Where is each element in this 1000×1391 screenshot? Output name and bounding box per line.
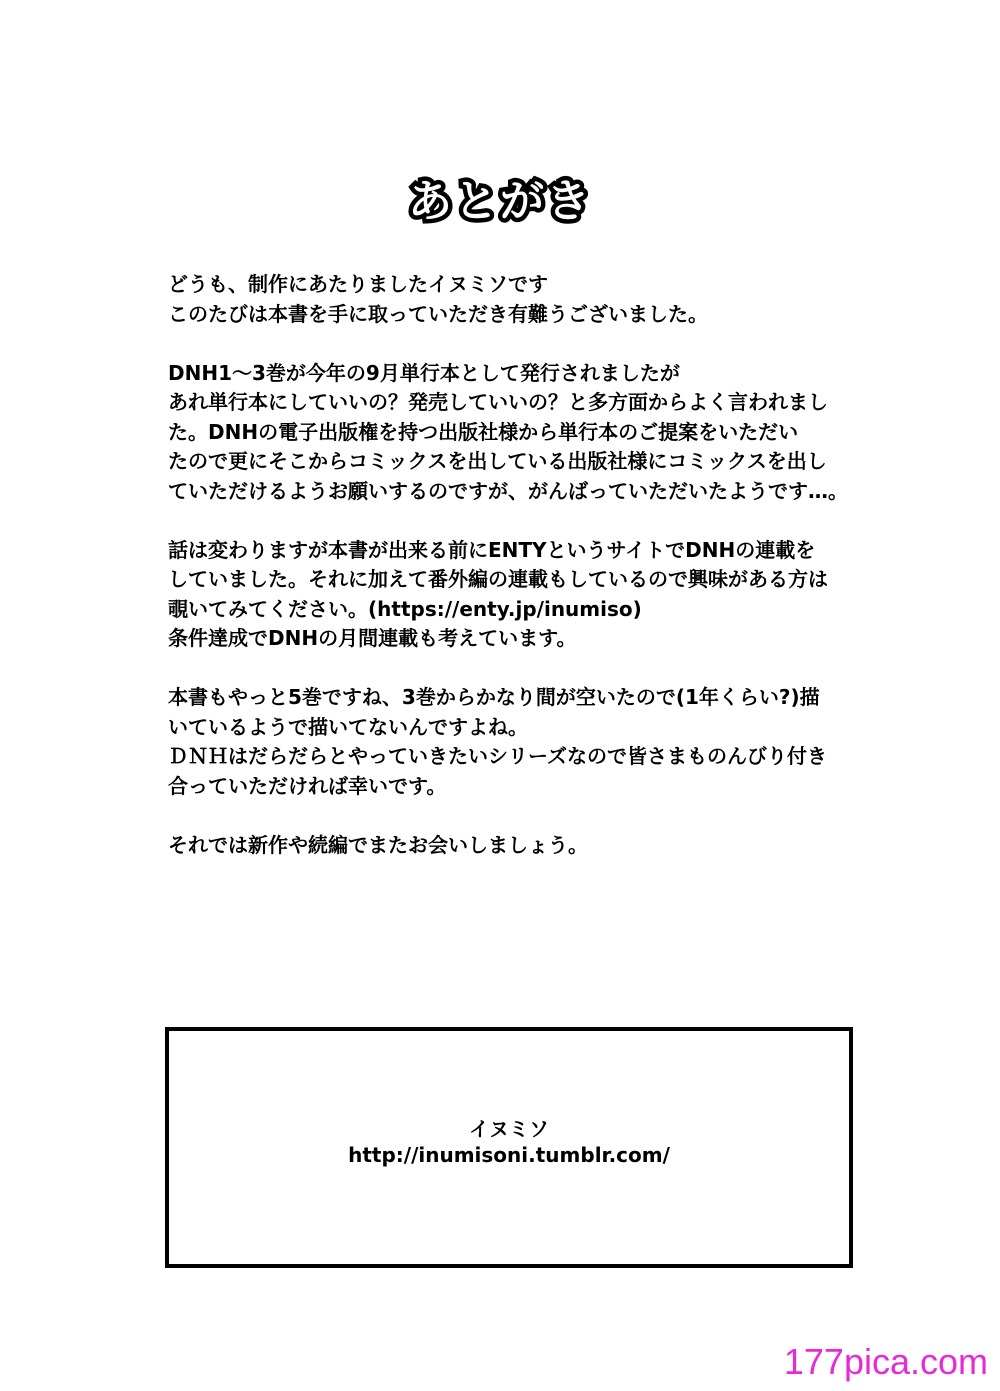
text-line: それでは新作や続編でまたお会いしましょう。 bbox=[168, 832, 588, 857]
text-line: していました。それに加えて番外編の連載もしているので興味がある方は bbox=[168, 567, 828, 591]
author-url: http://inumisoni.tumblr.com/ bbox=[348, 1143, 670, 1167]
author-info-box bbox=[165, 1027, 853, 1268]
text-line: このたびは本書を手に取っていただき有難うございました。 bbox=[168, 301, 708, 326]
text-line: ていただけるようお願いするのですが、がんばっていただいたようです…。 bbox=[168, 478, 848, 503]
text-line: どうも、制作にあたりましたイヌミソです bbox=[168, 272, 548, 296]
text-line: た。DNHの電子出版権を持つ出版社様から単行本のご提案をいただい bbox=[168, 419, 799, 444]
text-line: 合っていただければ幸いです。 bbox=[168, 773, 447, 798]
author-name: イヌミソ bbox=[469, 1117, 549, 1141]
page-title: あとがき bbox=[408, 176, 592, 227]
paragraph-greeting bbox=[168, 270, 858, 329]
paragraph-serialization bbox=[168, 536, 858, 654]
text-line: ＤＮＨはだらだらとやっていきたいシリーズなので皆さまものんびり付き bbox=[168, 744, 827, 768]
text-line: 条件達成でDNHの月間連載も考えています。 bbox=[168, 626, 577, 650]
paragraph-closing bbox=[168, 831, 858, 861]
watermark: 177pica.com bbox=[783, 1341, 988, 1382]
text-line: 話は変わりますが本書が出来る前にENTYというサイトでDNHの連載を bbox=[168, 537, 816, 562]
text-line: DNH1～3巻が今年の9月単行本として発行されましたが bbox=[168, 360, 680, 385]
afterword-body bbox=[168, 270, 858, 890]
text-line: たので更にそこからコミックスを出している出版社様にコミックスを出し bbox=[168, 449, 827, 473]
paragraph-volume bbox=[168, 683, 858, 801]
text-line: 本書もやっと5巻ですね、3巻からかなり間が空いたので(1年くらい?)描 bbox=[168, 685, 820, 709]
text-line: いているようで描いてないんですよね。 bbox=[168, 714, 528, 739]
text-line: 覗いてみてください。(https://enty.jp/inumiso) bbox=[168, 596, 642, 621]
text-line: あれ単行本にしていいの？発売していいの？と多方面からよく言われまし bbox=[168, 390, 828, 414]
paragraph-publication bbox=[168, 359, 858, 507]
